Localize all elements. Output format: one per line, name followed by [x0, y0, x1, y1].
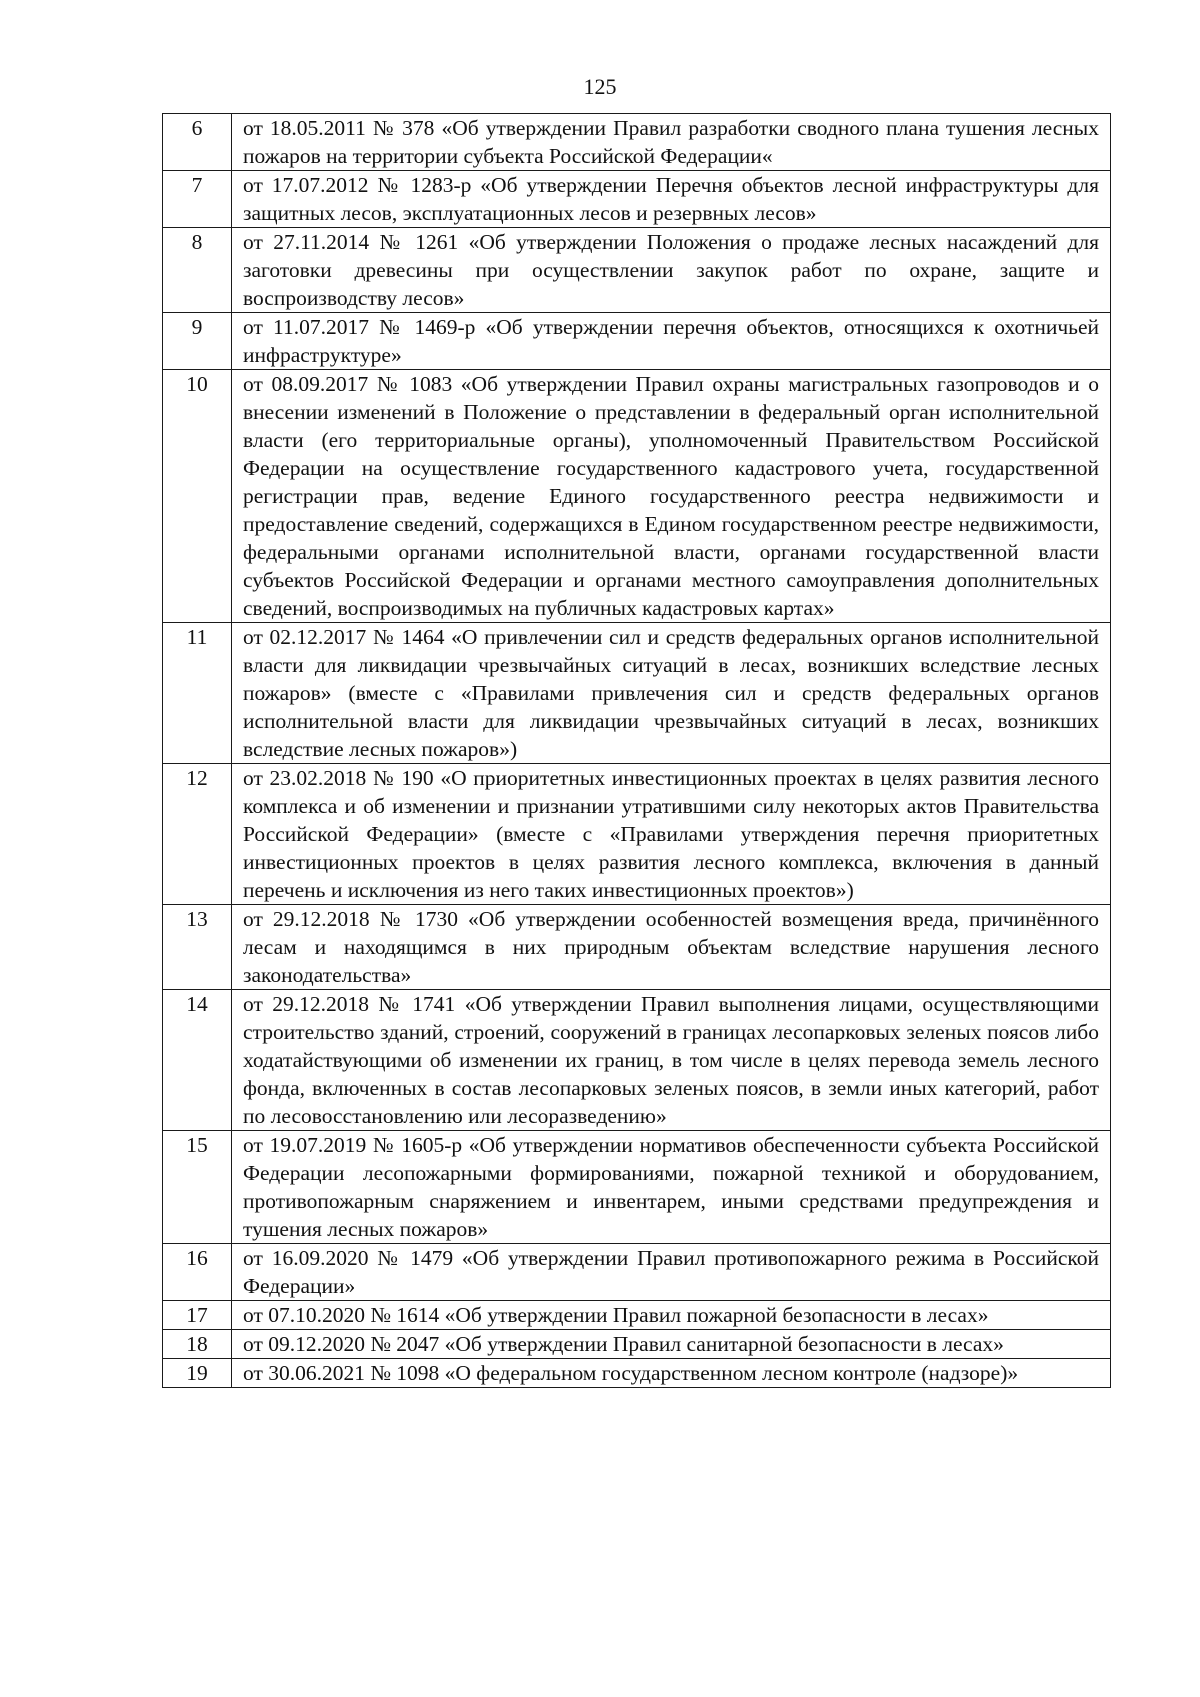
row-text: от 11.07.2017 № 1469-р «Об утверждении перечня объектов, относящихся к охотничьей инфраструктуре» [232, 313, 1111, 370]
page-number: 125 [583, 74, 617, 99]
row-number: 10 [163, 370, 232, 623]
row-number: 19 [163, 1359, 232, 1388]
row-text: от 19.07.2019 № 1605-р «Об утверждении нормативов обеспеченности субъекта Российской Федерации лесопожарными формированиями, пожарной техникой и оборудованием, противопожарным снаряжением и инвентарем, иными средствами предупреждения и тушения лесных пожаров» [232, 1131, 1111, 1244]
table-row [163, 313, 1111, 370]
row-text: от 29.12.2018 № 1741 «Об утверждении Правил выполнения лицами, осуществляющими строительство зданий, строений, сооружений в границах лесопарковых зеленых поясов либо ходатайствующими об изменении их границ, в том числе в целях перевода земель лесного фонда, включенных в состав лесопарковых зеленых поясов, в земли иных категорий, работ по лесовосстановлению или лесоразведению» [232, 990, 1111, 1131]
table-row [163, 1301, 1111, 1330]
acts-table [162, 113, 1111, 1388]
row-text: от 07.10.2020 № 1614 «Об утверждении Правил пожарной безопасности в лесах» [232, 1301, 1111, 1330]
row-text: от 23.02.2018 № 190 «О приоритетных инвестиционных проектах в целях развития лесного комплекса и об изменении и признании утратившими силу некоторых актов Правительства Российской Федерации» (вместе с «Правилами утверждения перечня приоритетных инвестиционных проектов в целях развития лесного комплекса, включения в данный перечень и исключения из него таких инвестиционных проектов») [232, 764, 1111, 905]
row-number: 7 [163, 171, 232, 228]
row-number: 14 [163, 990, 232, 1131]
row-number: 16 [163, 1244, 232, 1301]
table-row [163, 905, 1111, 990]
row-text: от 02.12.2017 № 1464 «О привлечении сил и средств федеральных органов исполнительной власти для ликвидации чрезвычайных ситуаций в лесах, возникших вследствие лесных пожаров» (вместе с «Правилами привлечения сил и средств федеральных органов исполнительной власти для ликвидации чрезвычайных ситуаций в лесах, возникших вследствие лесных пожаров») [232, 623, 1111, 764]
row-number: 13 [163, 905, 232, 990]
row-number: 11 [163, 623, 232, 764]
table-row [163, 990, 1111, 1131]
row-text: от 08.09.2017 № 1083 «Об утверждении Правил охраны магистральных газопроводов и о внесении изменений в Положение о представлении в федеральный орган исполнительной власти (его территориальные органы), уполномоченный Правительством Российской Федерации на осуществление государственного кадастрового учета, государственной регистрации прав, ведение Единого государственного реестра недвижимости и предоставление сведений, содержащихся в Едином государственном реестре недвижимости, федеральными органами исполнительной власти, органами государственной власти субъектов Российской Федерации и органами местного самоуправления дополнительных сведений, воспроизводимых на публичных кадастровых картах» [232, 370, 1111, 623]
table-row [163, 171, 1111, 228]
row-number: 15 [163, 1131, 232, 1244]
row-text: от 16.09.2020 № 1479 «Об утверждении Правил противопожарного режима в Российской Федерации» [232, 1244, 1111, 1301]
table-row [163, 623, 1111, 764]
row-text: от 30.06.2021 № 1098 «О федеральном государственном лесном контроле (надзоре)» [232, 1359, 1111, 1388]
row-number: 17 [163, 1301, 232, 1330]
row-text: от 18.05.2011 № 378 «Об утверждении Правил разработки сводного плана тушения лесных пожаров на территории субъекта Российской Федерации« [232, 114, 1111, 171]
table-row [163, 1244, 1111, 1301]
table-row [163, 1131, 1111, 1244]
row-text: от 29.12.2018 № 1730 «Об утверждении особенностей возмещения вреда, причинённого лесам и находящимся в них природным объектам вследствие нарушения лесного законодательства» [232, 905, 1111, 990]
table-row [163, 1359, 1111, 1388]
row-text: от 27.11.2014 № 1261 «Об утверждении Положения о продаже лесных насаждений для заготовки древесины при осуществлении закупок работ по охране, защите и воспроизводству лесов» [232, 228, 1111, 313]
table-row [163, 1330, 1111, 1359]
row-text: от 17.07.2012 № 1283-р «Об утверждении Перечня объектов лесной инфраструктуры для защитных лесов, эксплуатационных лесов и резервных лесов» [232, 171, 1111, 228]
table-row [163, 370, 1111, 623]
table-row [163, 114, 1111, 171]
table-row [163, 228, 1111, 313]
row-number: 18 [163, 1330, 232, 1359]
row-number: 8 [163, 228, 232, 313]
row-number: 9 [163, 313, 232, 370]
row-number: 12 [163, 764, 232, 905]
row-text: от 09.12.2020 № 2047 «Об утверждении Правил санитарной безопасности в лесах» [232, 1330, 1111, 1359]
table-row [163, 764, 1111, 905]
row-number: 6 [163, 114, 232, 171]
